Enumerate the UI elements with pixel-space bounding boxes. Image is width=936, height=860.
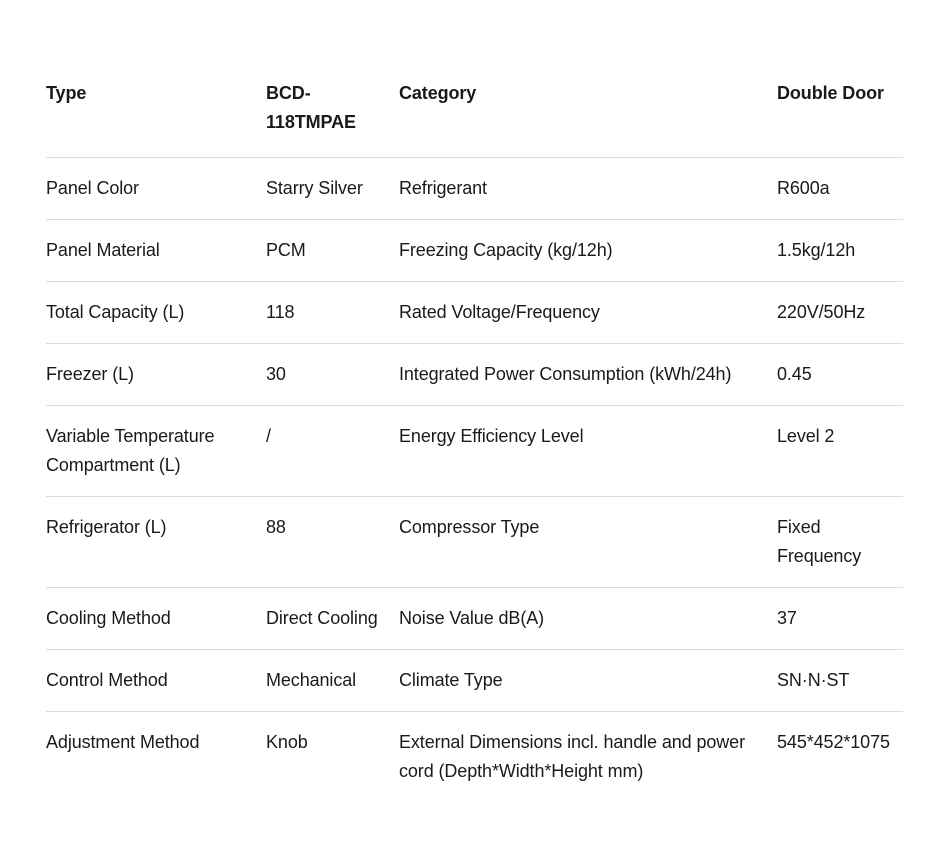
table-row — [46, 497, 903, 588]
spec-value: PCM — [266, 220, 399, 282]
table-row — [46, 588, 903, 650]
spec-label: Freezer (L) — [46, 344, 266, 406]
spec-label: Integrated Power Consumption (kWh/24h) — [399, 344, 777, 406]
spec-value: Fixed Frequency — [777, 497, 903, 588]
spec-value: 118 — [266, 282, 399, 344]
spec-label: Refrigerant — [399, 158, 777, 220]
spec-label: External Dimensions incl. handle and power cord (Depth*Width*Height mm) — [399, 732, 745, 781]
spec-value: 88 — [266, 497, 399, 588]
spec-value: R600a — [777, 158, 903, 220]
table-row — [46, 344, 903, 406]
spec-label: Panel Color — [46, 158, 266, 220]
spec-value: 220V/50Hz — [777, 282, 903, 344]
spec-value: Knob — [266, 732, 308, 752]
header-cell-type: Type — [46, 70, 266, 158]
table-row — [46, 158, 903, 220]
spec-label: Refrigerator (L) — [46, 497, 266, 588]
spec-value: SN·N·ST — [777, 650, 903, 712]
spec-value: Mechanical — [266, 650, 399, 712]
spec-value: Level 2 — [777, 406, 903, 497]
spec-value: 545*452*1075 — [777, 732, 890, 752]
spec-value: Starry Silver — [266, 158, 399, 220]
spec-label: Freezing Capacity (kg/12h) — [399, 220, 777, 282]
spec-label: Noise Value dB(A) — [399, 588, 777, 650]
table-row — [46, 220, 903, 282]
spec-label: Variable Temperature Compartment (L) — [46, 406, 266, 497]
spec-label: Compressor Type — [399, 497, 777, 588]
header-cell-model: BCD-118TMPAE — [266, 70, 399, 158]
spec-label: Climate Type — [399, 650, 777, 712]
spec-label: Total Capacity (L) — [46, 282, 266, 344]
spec-label: Cooling Method — [46, 588, 266, 650]
header-cell-category: Category — [399, 70, 777, 158]
spec-value: 37 — [777, 588, 903, 650]
table-row — [46, 712, 903, 803]
spec-label: Rated Voltage/Frequency — [399, 282, 777, 344]
spec-value: 30 — [266, 344, 399, 406]
spec-value: 1.5kg/12h — [777, 220, 903, 282]
table-row — [46, 406, 903, 497]
header-cell-door-type: Double Door — [777, 70, 903, 158]
spec-value: 0.45 — [777, 344, 903, 406]
table-row — [46, 282, 903, 344]
spec-table — [46, 70, 903, 802]
spec-value: / — [266, 406, 399, 497]
table-row — [46, 650, 903, 712]
spec-table-container — [46, 70, 903, 802]
spec-label: Control Method — [46, 650, 266, 712]
spec-label: Adjustment Method — [46, 732, 200, 752]
spec-value: Direct Cooling — [266, 588, 399, 650]
spec-label: Energy Efficiency Level — [399, 406, 777, 497]
table-header-row — [46, 70, 903, 158]
spec-label: Panel Material — [46, 220, 266, 282]
